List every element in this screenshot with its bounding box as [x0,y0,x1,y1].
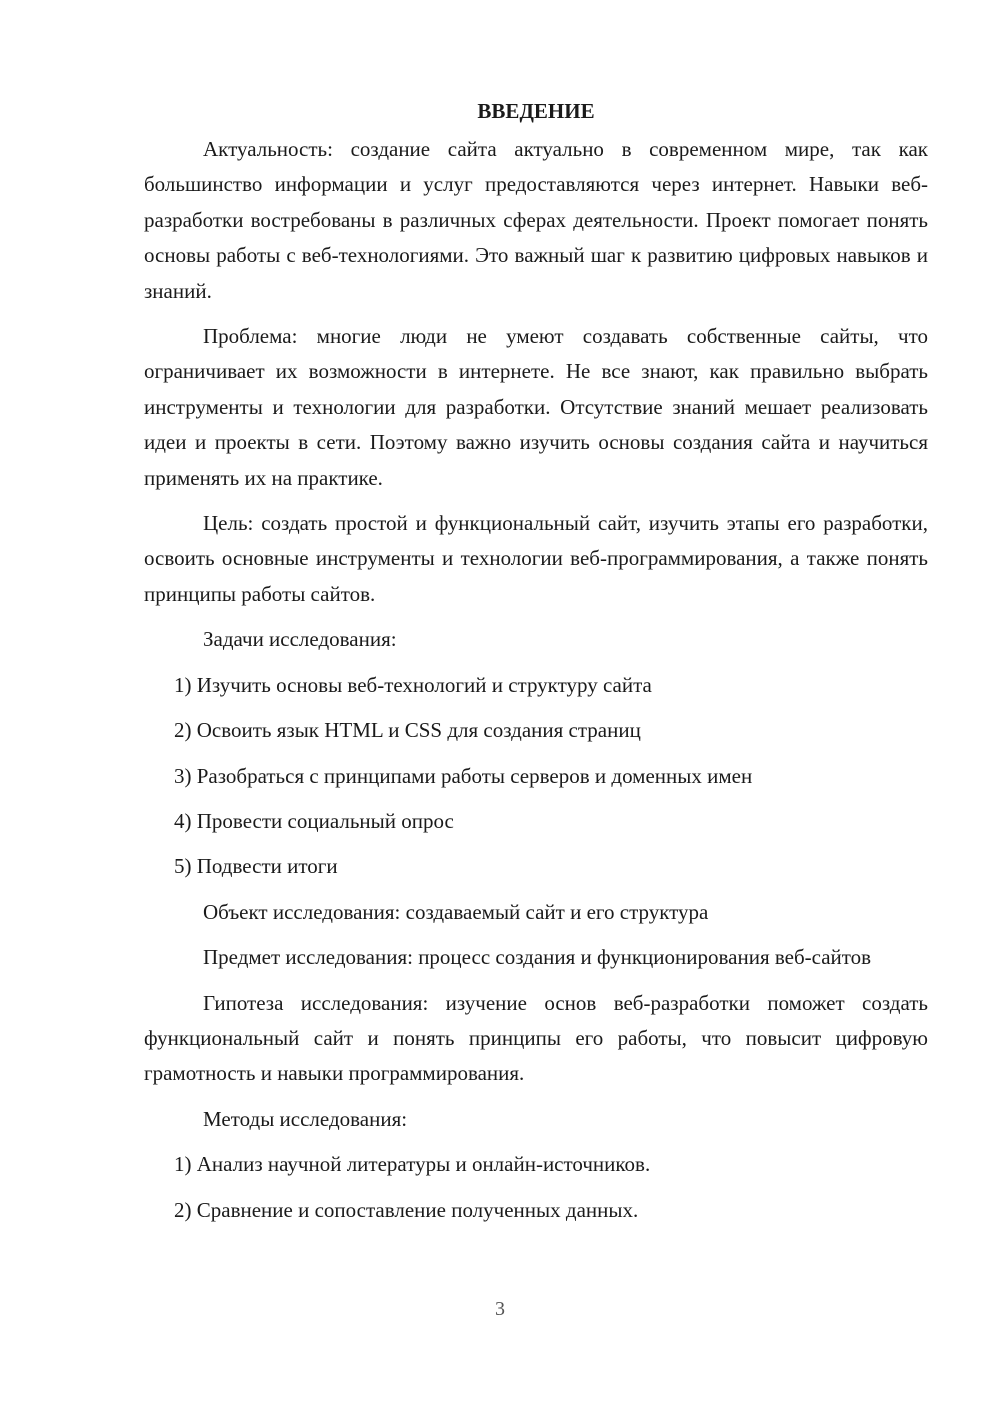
list-item: 3) Разобраться с принципами работы серверов и доменных имен [174,763,753,788]
hypothesis-paragraph: Гипотеза исследования: изучение основ веб-разработки поможет создать функциональный сайт и понять принципы его работы, что повысит цифровую грамотность и навыки программирования. [144,990,928,1086]
list-item: 2) Сравнение и сопоставление полученных данных. [174,1197,639,1222]
tasks-heading: Задачи исследования: [203,627,397,652]
methods-heading: Методы исследования: [203,1106,408,1131]
subject-paragraph: Предмет исследования: процесс создания и функционирования веб-сайтов [203,945,872,970]
goal-paragraph: Цель: создать простой и функциональный сайт, изучить этапы его разработки, освоить основные инструменты и технологии веб-программирования, а также понять принципы работы сайтов. [144,511,928,606]
problem-paragraph: Проблема: многие люди не умеют создавать собственные сайты, что ограничивает их возможности в интернете. Не все знают, как правильно выбрать инструменты и технологии для разработки. Отсутствие знаний мешает реализовать идеи и проекты в сети. Поэтому важно изучить основы создания сайта и научиться применять их на практике. [144,324,928,490]
tasks-list [144,668,928,885]
list-item: 1) Анализ научной литературы и онлайн-источников. [174,1152,651,1177]
section-title: ВВЕДЕНИЕ [477,99,595,123]
object-paragraph: Объект исследования: создаваемый сайт и его структура [203,899,709,924]
methods-list [144,1147,928,1228]
list-item: 5) Подвести итоги [174,854,338,879]
document-page [144,96,928,1238]
list-item: 2) Освоить язык HTML и CSS для создания страниц [174,718,641,743]
relevance-paragraph: Актуальность: создание сайта актуально в современном мире, так как большинство информации и услуг предоставляются через интернет. Навыки веб-разработки востребованы в различных сферах деятельности. Проект помогает понять основы работы с веб-технологиями. Это важный шаг к развитию цифровых навыков и знаний. [144,137,928,303]
list-item: 4) Провести социальный опрос [174,808,454,833]
list-item: 1) Изучить основы веб-технологий и структуру сайта [174,672,652,697]
page-number: 3 [495,1298,505,1320]
